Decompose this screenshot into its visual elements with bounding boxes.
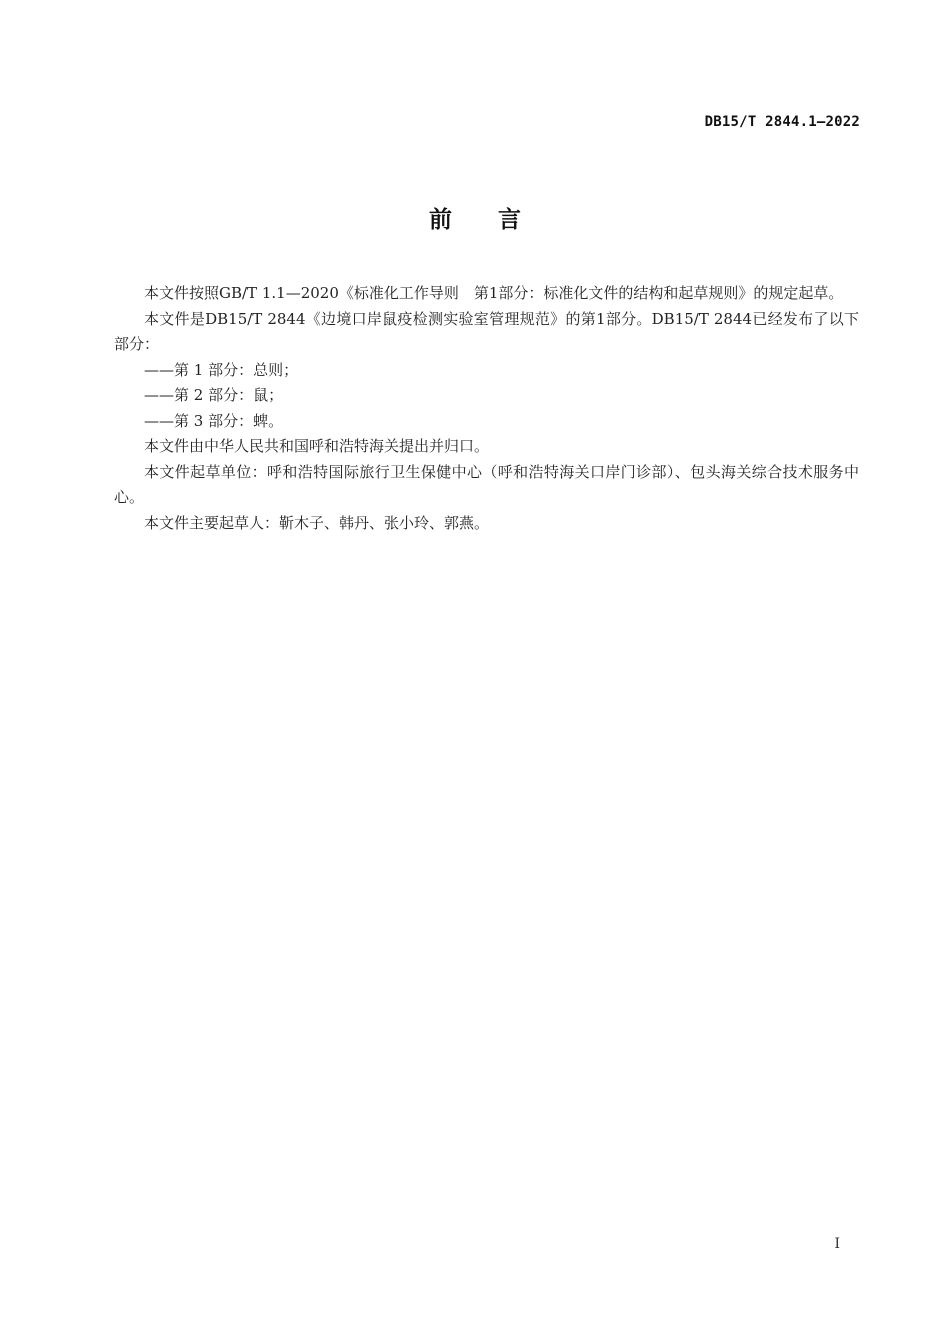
document-code: DB15/T 2844.1—2022 bbox=[704, 114, 860, 130]
list-item-part-3: ——第 3 部分：蜱。 bbox=[144, 411, 284, 430]
paragraph-drafters: 本文件主要起草人：靳木子、韩丹、张小玲、郭燕。 bbox=[144, 513, 490, 532]
paragraph-proposer: 本文件由中华人民共和国呼和浩特海关提出并归口。 bbox=[144, 437, 490, 455]
page-title: 前 言 bbox=[429, 207, 521, 233]
list-item-part-2: ——第 2 部分：鼠； bbox=[144, 386, 284, 404]
paragraph-series-intro: 本文件是DB15/T 2844《边境口岸鼠疫检测实验室管理规范》的第1部分。DB15/T 2844已经发布了以下部分： bbox=[114, 309, 859, 353]
paragraph-drafting-basis: 本文件按照GB/T 1.1—2020《标准化工作导则 第1部分：标准化文件的结构和起草规则》的规定起草。 bbox=[144, 284, 844, 302]
page-number: I bbox=[834, 1236, 840, 1252]
paragraph-drafting-units: 本文件起草单位：呼和浩特国际旅行卫生保健中心（呼和浩特海关口岸门诊部）、包头海关综合技术服务中心。 bbox=[114, 462, 859, 506]
list-item-part-1: ——第 1 部分：总则； bbox=[144, 360, 299, 379]
foreword-body bbox=[114, 281, 859, 536]
